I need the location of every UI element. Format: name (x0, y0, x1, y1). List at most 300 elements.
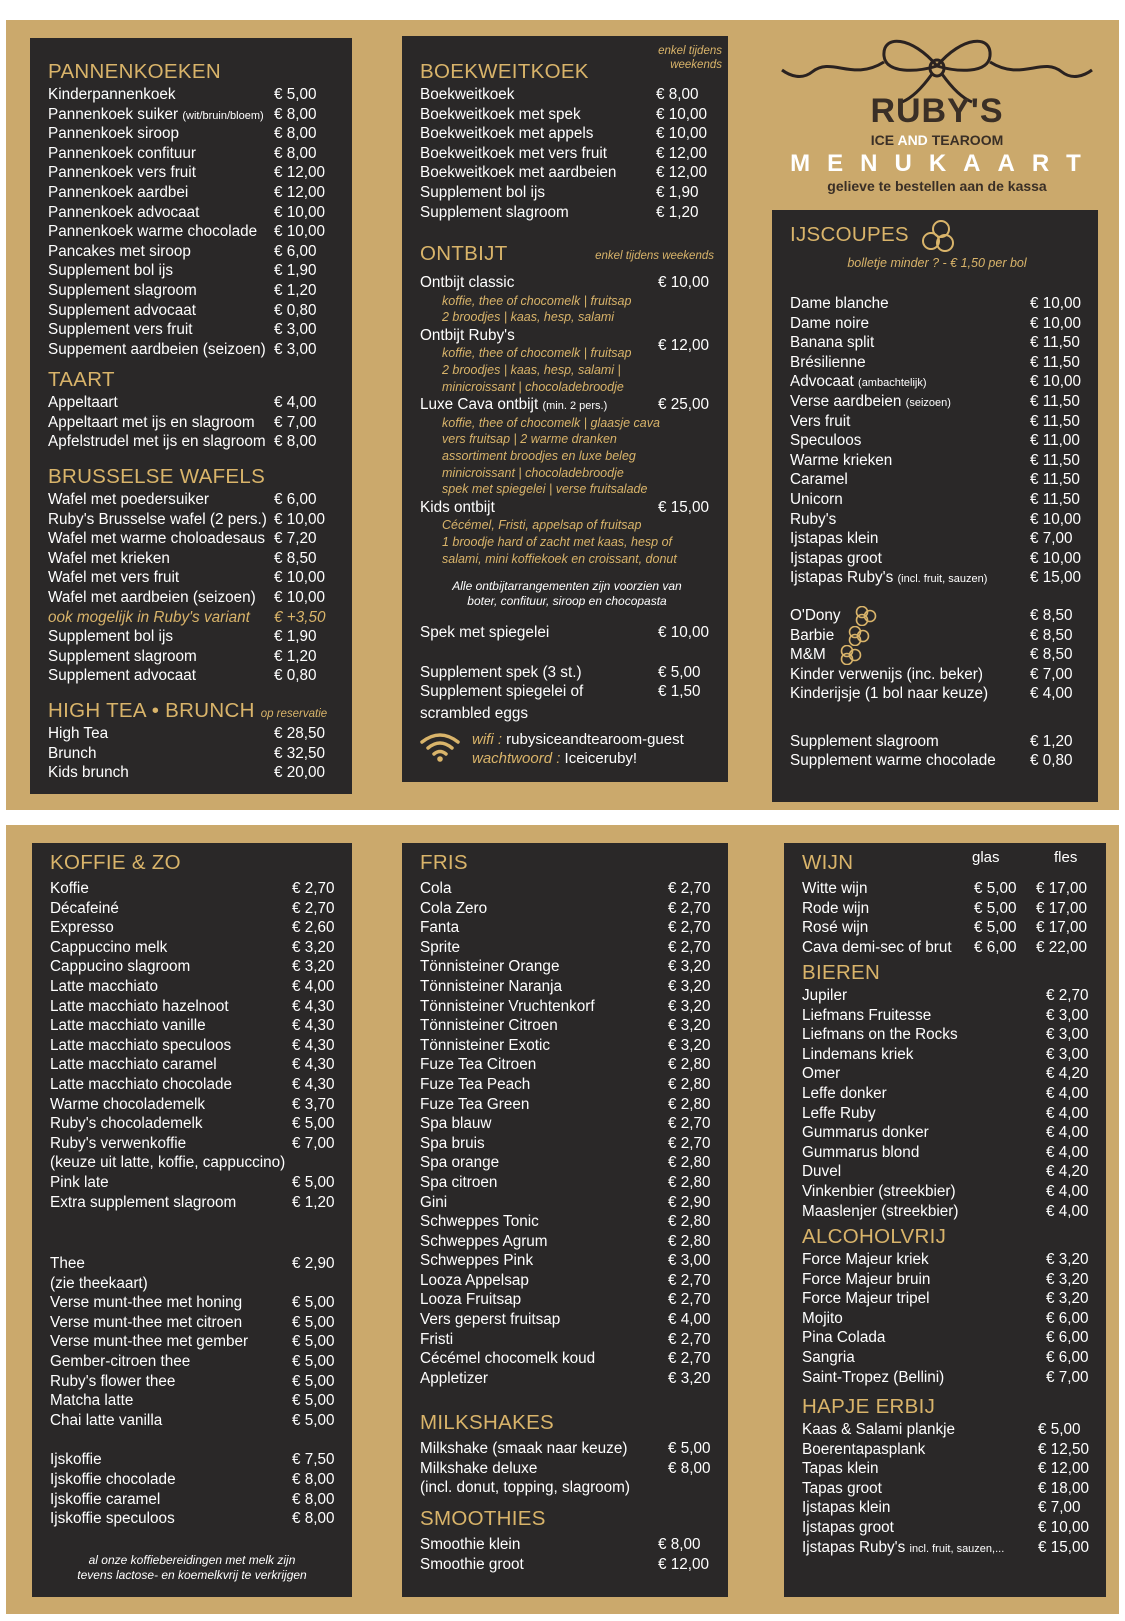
section-boekweit (420, 58, 714, 222)
item-list (48, 393, 338, 452)
item-desc: koffie, thee of chocomelk | fruitsap (442, 346, 632, 361)
section-title: MILKSHAKES (420, 1411, 555, 1434)
section-ijscoupes (790, 218, 1084, 771)
item-list (420, 1535, 714, 1574)
item-price: € 4,00 (1046, 1143, 1089, 1161)
menu-item (802, 938, 1092, 958)
menu-item (420, 163, 714, 183)
item-name: Ijstapas groot (802, 1518, 894, 1536)
item-price: € 4,30 (292, 1056, 335, 1074)
item-name: Ijstapas Ruby's (incl. fruit, sauzen) (790, 569, 988, 587)
menu-item (48, 105, 338, 125)
item-name: (incl. donut, topping, slagroom) (420, 1479, 631, 1497)
menu-item (790, 314, 1084, 334)
menu-item (802, 1538, 1092, 1558)
item-name: Boekweitkoek met appels (420, 125, 594, 143)
menu-item (790, 751, 1084, 771)
menu-item (802, 1518, 1092, 1538)
item-price: € 3,20 (292, 938, 335, 956)
menu-item (50, 1509, 338, 1529)
item-price-glas: € 5,00 (974, 880, 1017, 897)
menu-item (50, 1274, 338, 1294)
item-name: Pancakes met siroop (48, 242, 191, 260)
menu-item (802, 1045, 1092, 1065)
item-name: Tönnisteiner Exotic (420, 1036, 551, 1054)
item-name: Verse aardbeien (seizoen) (790, 392, 951, 410)
item-price: € 7,00 (1030, 665, 1073, 683)
item-name: Kinderpannenkoek (48, 86, 176, 103)
item-name: Appletizer (420, 1369, 489, 1387)
order-note: gelieve te bestellen aan de kassa (827, 178, 1047, 194)
section-fris (420, 847, 714, 1388)
menu-item (48, 490, 338, 510)
item-price: € 0,80 (1030, 752, 1073, 770)
menu-item (790, 294, 1084, 314)
item-price: € 10,00 (656, 125, 708, 143)
item-desc: koffie, thee of chocomelk | fruitsap (442, 293, 632, 308)
menu-item (48, 163, 338, 183)
menu-item (420, 1439, 714, 1459)
menu-item (50, 1055, 338, 1075)
menu-item (802, 1025, 1092, 1045)
menu-item (48, 281, 338, 301)
item-price: € 3,70 (292, 1095, 335, 1113)
menu-sheet-top (6, 20, 1119, 810)
item-price: € 3,20 (1046, 1270, 1089, 1288)
item-name: Boekweitkoek met vers fruit (420, 144, 608, 162)
item-price: € 7,00 (1046, 1368, 1089, 1386)
item-price: € 10,00 (274, 203, 326, 221)
menu-item (48, 183, 338, 203)
menu-item (790, 431, 1084, 451)
item-name: Wafel met krieken (48, 549, 170, 567)
menu-item (802, 1420, 1092, 1440)
item-price: € 5,00 (292, 1411, 335, 1429)
menu-item (420, 918, 714, 938)
item-price: € 12,00 (656, 144, 708, 162)
item-name: Pannenkoek suiker (wit/bruin/bloem) (48, 105, 264, 123)
item-name: O'Dony (790, 606, 1030, 626)
item-name: Verse munt-thee met gember (50, 1333, 249, 1351)
menu-item (790, 412, 1084, 432)
item-name: Koffie (50, 880, 89, 897)
item-name: Latte macchiato hazelnoot (50, 997, 229, 1015)
item-price: € 0,80 (274, 301, 317, 319)
menu-item (48, 568, 338, 588)
menu-item (790, 333, 1084, 353)
item-list (50, 879, 338, 1212)
item-name: Décafeiné (50, 899, 119, 917)
menu-item (50, 1153, 338, 1173)
menu-item (48, 144, 338, 164)
item-name: Dame noire (790, 314, 870, 332)
item-price: € 10,00 (274, 510, 326, 528)
menu-item (802, 1348, 1092, 1368)
item-name: Ijskoffie (50, 1451, 102, 1469)
section-title (790, 218, 1084, 252)
menu-item (420, 879, 714, 899)
item-list (790, 294, 1084, 588)
menu-item (48, 529, 338, 549)
menu-item: Kids ontbijt € 15,00 (420, 498, 710, 516)
item-name: Verse munt-thee met honing (50, 1294, 243, 1312)
item-price: € 2,60 (292, 919, 335, 937)
menu-item (48, 340, 338, 360)
item-name: Ruby's flower thee (50, 1372, 176, 1390)
menu-item (420, 1251, 714, 1271)
item-name: Extra supplement slagroom (50, 1193, 237, 1211)
item-name: Schweppes Tonic (420, 1213, 539, 1231)
item-name: Leffe Ruby (802, 1104, 876, 1122)
menu-item (50, 1391, 338, 1411)
menu-item (420, 1016, 714, 1036)
item-desc: minicroissant | chocoladebroodje (442, 465, 624, 480)
item-name: Fanta (420, 919, 460, 937)
menu-item (802, 1143, 1092, 1163)
menu-item (50, 918, 338, 938)
menu-sheet-bottom (6, 825, 1119, 1614)
item-name: Latte macchiato vanille (50, 1017, 206, 1035)
item-price: € 4,00 (1046, 1104, 1089, 1122)
menu-item (50, 1450, 338, 1470)
item-name: Vinkenbier (streekbier) (802, 1182, 956, 1200)
item-name: Gummarus donker (802, 1124, 929, 1142)
item-name: Latte macchiato chocolade (50, 1075, 232, 1093)
menu-item (802, 986, 1092, 1006)
item-desc: assortiment broodjes en luxe beleg (442, 448, 636, 463)
item-name: Spa blauw (420, 1115, 492, 1133)
item-price: € 2,80 (668, 1075, 711, 1093)
section-title-text: ONTBIJT (420, 242, 508, 265)
item-price-glas: € 5,00 (974, 899, 1017, 917)
menu-item (420, 1349, 714, 1369)
item-name: Appeltaart met ijs en slagroom (48, 413, 255, 431)
item-name: Matcha latte (50, 1392, 134, 1410)
menu-item (48, 666, 338, 686)
item-price: € 20,00 (274, 764, 326, 782)
menu-item (790, 549, 1084, 569)
menu-item (50, 1313, 338, 1333)
section-alcoholvrij (802, 1223, 1092, 1387)
item-price: € 2,70 (668, 1134, 711, 1152)
item-price: € 4,30 (292, 1036, 335, 1054)
item-desc: salami, mini koffiekoek en croissant, donut (442, 551, 677, 566)
item-list (420, 879, 714, 1388)
section-title: KOFFIE & ZO (50, 851, 181, 874)
panel-koffie (32, 843, 352, 1597)
item-price: € 4,00 (1046, 1202, 1089, 1220)
item-name: Ijstapas klein (790, 530, 879, 548)
menu-item (802, 1479, 1092, 1499)
menu-item (802, 1498, 1092, 1518)
item-price: € 10,00 (656, 105, 708, 123)
menu-item (48, 432, 338, 452)
item-price: € 12,00 (656, 164, 708, 182)
section-title (48, 697, 338, 724)
menu-item (48, 588, 338, 608)
item-name: Spa citroen (420, 1173, 498, 1191)
item-name: Thee (50, 1255, 85, 1273)
item-name: Tönnisteiner Naranja (420, 977, 562, 995)
section-title: PANNENKOEKEN (48, 60, 221, 83)
wifi-label: wifi : (472, 731, 502, 748)
menu-item (420, 1271, 714, 1291)
panel-boekweit-ontbijt (402, 36, 728, 782)
item-name: Supplement bol ijs (48, 262, 173, 280)
menu-item (48, 510, 338, 530)
item-name: Ijskoffie chocolade (50, 1471, 176, 1489)
menu-item (420, 899, 714, 919)
item-price: € 2,70 (668, 1115, 711, 1133)
menu-item (50, 1470, 338, 1490)
menu-item (48, 744, 338, 764)
section-title: TAART (48, 368, 115, 391)
menu-item (50, 1016, 338, 1036)
menu-item (420, 1134, 714, 1154)
item-name: Wafel met poedersuiker (48, 491, 209, 508)
item-price: € 10,00 (274, 569, 326, 587)
item-name: Tönnisteiner Citroen (420, 1017, 558, 1035)
menu-item (420, 1036, 714, 1056)
menu-item (802, 1162, 1092, 1182)
item-price: € 12,50 (1038, 1440, 1090, 1458)
item-price: € 2,70 (668, 1350, 711, 1368)
item-name: Caramel (790, 471, 848, 489)
item-price: € 3,00 (274, 321, 317, 339)
item-price: € 4,00 (1046, 1124, 1089, 1142)
item-price: € 2,80 (668, 1056, 711, 1074)
item-name: Ijstapas groot (790, 549, 882, 567)
item-name: Latte macchiato caramel (50, 1056, 217, 1074)
menu-item (50, 977, 338, 997)
section-title: ALCOHOLVRIJ (802, 1225, 947, 1248)
ice-scoops-icon (919, 219, 957, 253)
menu-item (420, 1478, 714, 1498)
item-name: Tönnisteiner Vruchtenkorf (420, 997, 595, 1015)
item-price: € 1,20 (274, 281, 317, 299)
item-price: € 10,00 (1030, 295, 1082, 312)
section-title: WIJN (802, 851, 854, 874)
menu-item (420, 1330, 714, 1350)
item-name: Ijstapas Ruby's incl. fruit, sauzen,... (802, 1538, 1005, 1556)
item-price: € 3,00 (1046, 1026, 1089, 1044)
section-wafels (48, 463, 338, 686)
menu-item (802, 1123, 1092, 1143)
menu-item (802, 1440, 1092, 1460)
menu-item (790, 626, 1084, 646)
item-price: € 8,00 (292, 1490, 335, 1508)
menu-item (420, 997, 714, 1017)
item-name: Cappuccino melk (50, 938, 168, 956)
item-price: € 11,50 (1030, 412, 1080, 430)
menu-item (50, 1075, 338, 1095)
section-koffie (50, 847, 338, 1529)
menu-item (420, 144, 714, 164)
item-price: € 1,20 (274, 647, 317, 665)
panel-ijscoupes (772, 210, 1098, 802)
item-name: Warme chocolademelk (50, 1095, 206, 1113)
item-name: Speculoos (790, 432, 862, 450)
item-price: € 4,20 (1046, 1065, 1089, 1083)
item-name: Tapas groot (802, 1479, 882, 1497)
item-price-fles: € 17,00 (1036, 919, 1088, 937)
item-name: Witte wijn (802, 880, 868, 897)
item-price: € 4,00 (1030, 685, 1073, 703)
section-title-text: HIGH TEA • BRUNCH (48, 699, 255, 722)
item-name: Schweppes Pink (420, 1252, 534, 1270)
item-list (420, 1439, 714, 1498)
item-name: Milkshake (smaak naar keuze) (420, 1440, 628, 1457)
item-price: € 3,20 (668, 1369, 711, 1387)
item-name: Ruby's Brusselse wafel (2 pers.) (48, 510, 267, 528)
section-note: enkel tijdens weekends (595, 250, 714, 262)
item-name: Expresso (50, 919, 114, 937)
item-price: € 2,70 (668, 938, 711, 956)
item-price: € 8,00 (292, 1471, 335, 1489)
item-price: € 4,00 (274, 394, 317, 411)
item-price: € 5,00 (292, 1313, 335, 1331)
item-name: Spa orange (420, 1154, 500, 1172)
menu-item (420, 1459, 714, 1479)
item-price: € 5,00 (668, 1440, 711, 1457)
item-price: € 5,00 (292, 1353, 335, 1371)
item-price: € 6,00 (274, 491, 317, 508)
menu-item (48, 203, 338, 223)
item-name: Milkshake deluxe (420, 1459, 538, 1477)
item-name: Supplement bol ijs (48, 628, 173, 646)
item-price: € 1,20 (292, 1193, 335, 1211)
item-name: Fuze Tea Peach (420, 1075, 531, 1093)
item-price: € 4,30 (292, 997, 335, 1015)
item-price: € 10,00 (274, 588, 326, 606)
item-price: € 11,50 (1030, 490, 1080, 508)
item-name: Fristi (420, 1330, 454, 1348)
item-price: € 8,50 (274, 549, 317, 567)
item-name: Schweppes Agrum (420, 1232, 548, 1250)
item-name: Fuze Tea Green (420, 1095, 530, 1113)
menu-item (802, 1270, 1092, 1290)
item-price: € 3,20 (292, 958, 335, 976)
item-name: Gummarus blond (802, 1143, 920, 1161)
item-price: € 1,20 (656, 203, 699, 221)
menu-item (48, 222, 338, 242)
item-name: Smoothie groot (420, 1555, 524, 1573)
section-title (420, 240, 714, 267)
item-price: € 3,00 (668, 1252, 711, 1270)
item-name: Verse munt-thee met citroen (50, 1313, 243, 1331)
ice-scoops-icon (838, 645, 864, 665)
menu-item (790, 645, 1084, 665)
menu-item (420, 957, 714, 977)
item-name: Cappucino slagroom (50, 958, 191, 976)
section-ontbijt (420, 240, 714, 723)
wifi-label: wachtwoord : (472, 750, 561, 767)
item-price: € 1,90 (274, 262, 317, 280)
item-price: € 7,50 (292, 1451, 335, 1469)
note-line: enkel tijdens (658, 45, 722, 57)
item-name: Gember-citroen thee (50, 1353, 191, 1371)
item-price: € 2,90 (668, 1193, 711, 1211)
item-price: € 0,80 (274, 667, 317, 685)
item-price: € 7,00 (274, 413, 317, 431)
item-name: Warme krieken (790, 451, 893, 469)
menu-item (420, 1310, 714, 1330)
item-name: Brésilienne (790, 353, 866, 371)
item-price: € 32,50 (274, 744, 326, 762)
item-name: Pina Colada (802, 1329, 886, 1347)
item-price: € 15,00 (1038, 1538, 1090, 1556)
ice-scoops-icon (846, 626, 872, 646)
item-price: € 3,00 (1046, 1006, 1089, 1024)
menu-item (48, 261, 338, 281)
menu-item (790, 732, 1084, 752)
item-price: € 3,20 (668, 1036, 711, 1054)
item-price: € 8,00 (274, 125, 317, 143)
menu-item (790, 665, 1084, 685)
item-desc: 1 broodje hard of zacht met kaas, hesp of (442, 534, 672, 549)
item-name: Cava demi-sec of brut (802, 938, 952, 956)
item-price: € 4,30 (292, 1075, 335, 1093)
menu-item (420, 1555, 714, 1575)
item-name: (zie theekaart) (50, 1274, 148, 1292)
menu-item (48, 413, 338, 433)
item-price: € 15,00 (1030, 569, 1082, 587)
menu-item (50, 1193, 338, 1213)
item-list-ijskoffie (50, 1450, 338, 1528)
item-name: Tapas klein (802, 1460, 879, 1478)
menu-item: Ontbijt classic € 10,00 (420, 274, 710, 291)
item-price: € 28,50 (274, 725, 326, 742)
menu-item (48, 124, 338, 144)
section-note: bolletje minder ? - € 1,50 per bol (847, 256, 1027, 270)
item-list (802, 1250, 1092, 1387)
column-header-fles: fles (1054, 849, 1078, 866)
item-price: € 2,70 (292, 899, 335, 917)
section-title: HAPJE ERBIJ (802, 1395, 936, 1418)
menu-item (802, 1064, 1092, 1084)
item-name: Rosé wijn (802, 919, 869, 937)
menu-item (50, 1293, 338, 1313)
item-price: € 11,50 (1030, 392, 1080, 410)
item-name: Smoothie klein (420, 1536, 521, 1553)
item-name: Fuze Tea Citroen (420, 1056, 537, 1074)
menu-item (50, 1134, 338, 1154)
item-name: Tönnisteiner Orange (420, 958, 560, 976)
menu-item (420, 1232, 714, 1252)
menu-item (50, 899, 338, 919)
item-name: Liefmans on the Rocks (802, 1026, 958, 1044)
brand-name: RUBY'S (870, 92, 1004, 130)
item-price: € 11,50 (1030, 334, 1080, 352)
item-desc: Cécémel, Fristi, appelsap of fruitsap (442, 518, 642, 533)
menu-item (50, 997, 338, 1017)
item-price: € 10,00 (1030, 314, 1082, 332)
menu-item (790, 606, 1084, 626)
item-list (802, 1420, 1092, 1557)
menu-item (790, 529, 1084, 549)
item-price: € 11,00 (1030, 432, 1080, 450)
item-name: Suppement aardbeien (seizoen) (48, 340, 266, 358)
wifi-password: Iceiceruby! (564, 750, 638, 767)
item-name: Pink late (50, 1173, 109, 1191)
menu-item (420, 938, 714, 958)
item-price: € 10,00 (1038, 1518, 1090, 1536)
menukaart-title: MENUKAART (790, 150, 1098, 177)
menu-item (420, 105, 714, 125)
item-price: € 18,00 (1038, 1479, 1090, 1497)
item-name: Liefmans Fruitesse (802, 1006, 932, 1024)
section-title: BIEREN (802, 961, 881, 984)
